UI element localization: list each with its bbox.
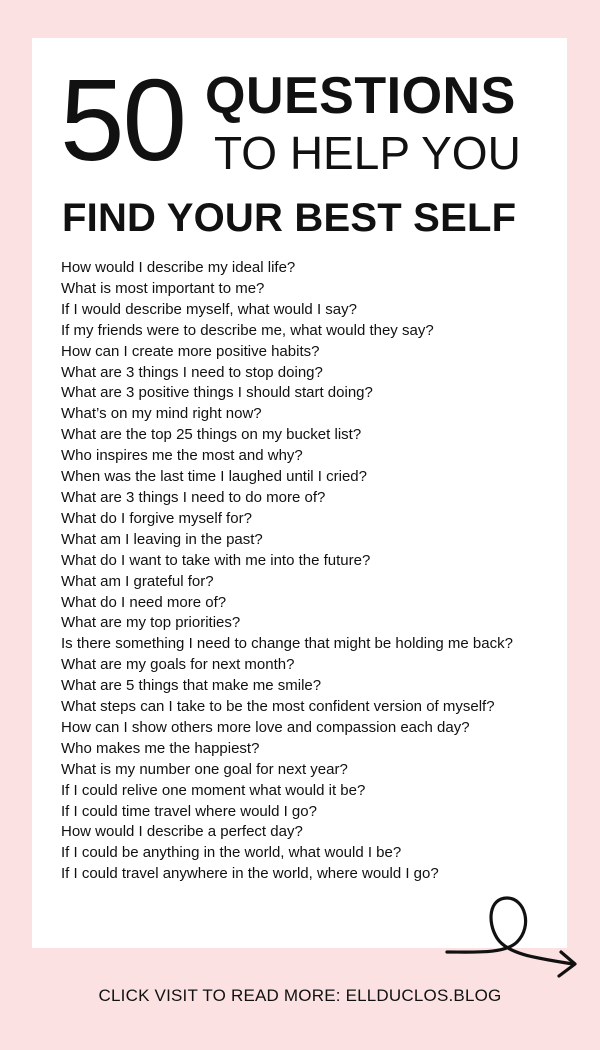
- list-item: How can I create more positive habits?: [61, 342, 320, 360]
- list-item: What are 3 positive things I should start doing?: [61, 384, 373, 402]
- title-number: 50: [60, 55, 186, 185]
- list-item: What am I leaving in the past?: [61, 530, 263, 548]
- list-item: If I could time travel where would I go?: [61, 802, 317, 820]
- list-item: What are my goals for next month?: [61, 656, 295, 674]
- list-item: What is most important to me?: [61, 279, 265, 297]
- list-item: If my friends were to describe me, what would they say?: [61, 321, 434, 339]
- loop-arrow-icon: [445, 892, 580, 987]
- list-item: If I could travel anywhere in the world, where would I go?: [61, 865, 439, 883]
- list-item: How can I show others more love and compassion each day?: [61, 718, 470, 736]
- list-item: If I could be anything in the world, what would I be?: [61, 844, 402, 862]
- list-item: What am I grateful for?: [61, 572, 214, 590]
- list-item: If I could relive one moment what would it be?: [61, 781, 366, 799]
- list-item: What do I want to take with me into the future?: [61, 551, 371, 569]
- list-item: What’s on my mind right now?: [61, 405, 262, 423]
- list-item: If I would describe myself, what would I say?: [61, 300, 357, 318]
- title-help-you: TO HELP YOU: [214, 127, 521, 179]
- list-item: What do I forgive myself for?: [61, 509, 252, 527]
- list-item: What are my top priorities?: [61, 614, 241, 632]
- title-questions: QUESTIONS: [205, 67, 516, 125]
- question-list: [61, 258, 561, 885]
- list-item: What steps can I take to be the most confident version of myself?: [61, 698, 495, 716]
- footer-cta: CLICK VISIT TO READ MORE: ELLDUCLOS.BLOG: [98, 986, 502, 1005]
- list-item: What do I need more of?: [61, 593, 227, 611]
- list-item: How would I describe my ideal life?: [61, 259, 296, 276]
- list-item: What are 5 things that make me smile?: [61, 677, 322, 695]
- list-item: How would I describe a perfect day?: [61, 823, 303, 841]
- list-item: What are 3 things I need to stop doing?: [61, 363, 323, 381]
- list-item: What is my number one goal for next year?: [61, 760, 348, 778]
- list-item: Who makes me the happiest?: [61, 739, 260, 757]
- list-item: What are 3 things I need to do more of?: [61, 488, 326, 506]
- list-item: Who inspires me the most and why?: [61, 447, 303, 465]
- list-item: What are the top 25 things on my bucket list?: [61, 426, 362, 444]
- list-item: When was the last time I laughed until I cried?: [61, 468, 367, 486]
- subtitle: FIND YOUR BEST SELF: [62, 196, 517, 240]
- list-item: Is there something I need to change that might be holding me back?: [61, 635, 513, 653]
